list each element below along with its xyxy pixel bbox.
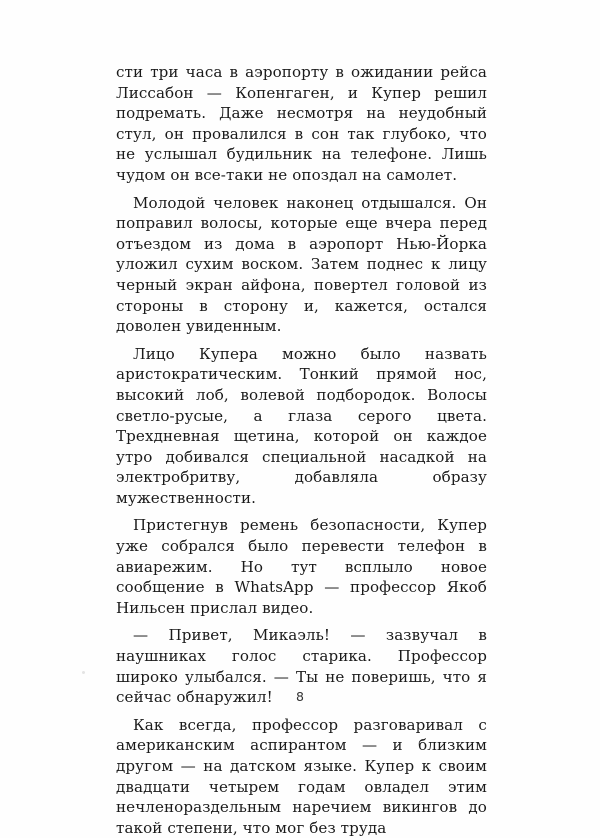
paragraph-dialogue: — Привет, Микаэль! — зазвучал в наушниках голос старика. Профессор широко улыбался. — Ты не поверишь, что я сейчас обнаружил!	[116, 626, 487, 707]
paragraph: Как всегда, профессор разговаривал с американским аспирантом — и близким другом — на датском языке. Купер к своим двадцати четырем годам овладел этим нечленораздельным наречием викингов до такой степени, что мог без труда	[116, 715, 487, 837]
paper-speck	[82, 671, 85, 674]
paragraph: Лицо Купера можно было назвать аристократическим. Тонкий прямой нос, высокий лоб, волевой подбородок. Волосы светло-русые, а глаза серого цвета. Трехдневная щетина, которой он каждое утро добивался специальной насадкой на электробритву, добавляла образу мужественности.	[116, 344, 487, 507]
paragraph: Молодой человек наконец отдышался. Он поправил волосы, которые еще вчера перед отъездом из дома в аэропорт Нью-Йорка уложил сухим воском. Затем поднес к лицу черный экран айфона, повертел головой из стороны в сторону и, кажется, остался доволен увиденным.	[116, 193, 487, 336]
paragraph: Пристегнув ремень безопасности, Купер уже собрался было перевести телефон в авиарежим. Но тут всплыло новое сообщение в WhatsApp — профессор Якоб Нильсен прислал видео.	[116, 516, 487, 617]
body-text	[116, 62, 487, 838]
page-number: 8	[296, 689, 304, 704]
paragraph-continuation: сти три часа в аэропорту в ожидании рейса Лиссабон — Копенгаген, и Купер решил подремать. Даже несмотря на неудобный стул, он провалился в сон так глубоко, что не услышал будильник на телефоне. Лишь чудом он все-таки не опоздал на самолет.	[116, 63, 487, 184]
